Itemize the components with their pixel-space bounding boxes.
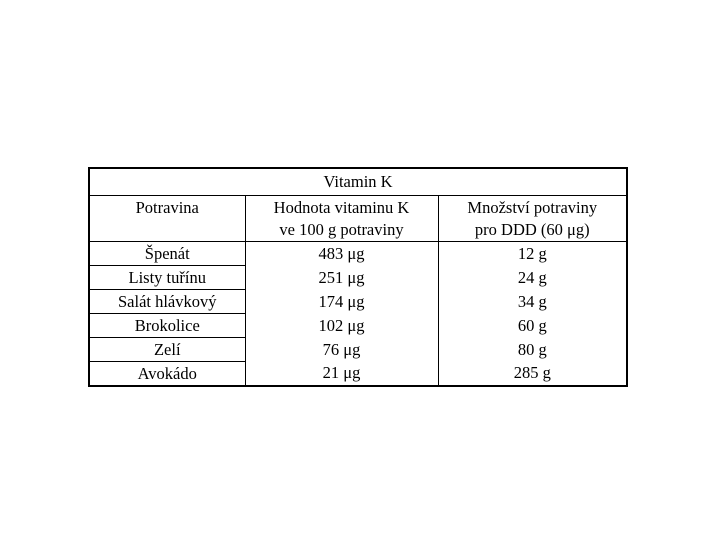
table-row [89,290,627,314]
cell-amount: 12 g [517,243,547,263]
header-food: Potravina [89,196,245,242]
header-amount-line1: Množství potraviny [467,198,598,217]
cell-amount: 285 g [513,363,551,383]
table-header-row [89,196,627,242]
table-row [89,314,627,338]
cell-amount: 80 g [517,339,547,359]
cell-amount: 34 g [517,291,547,311]
header-vitamin-value [245,196,438,242]
cell-vitamin-value: 102 μg [245,314,438,338]
table-row [89,242,627,266]
cell-food: Avokádo [89,362,245,387]
table-row [89,266,627,290]
cell-amount: 60 g [517,315,547,335]
table-row [89,362,627,387]
vitamin-k-table [88,167,628,387]
cell-food: Listy tuřínu [89,266,245,290]
cell-vitamin-value: 76 μg [245,338,438,362]
table-title: Vitamin K [89,168,627,196]
header-amount-line2: pro DDD (60 μg) [474,220,590,239]
cell-vitamin-value: 483 μg [245,242,438,266]
table-row [89,338,627,362]
cell-food: Špenát [89,242,245,266]
table-title-row [89,168,627,196]
cell-food: Salát hlávkový [89,290,245,314]
header-vitamin-value-line2: ve 100 g potraviny [279,220,404,239]
cell-food: Brokolice [89,314,245,338]
cell-vitamin-value: 21 μg [245,362,438,387]
cell-vitamin-value: 174 μg [245,290,438,314]
cell-food: Zelí [89,338,245,362]
header-vitamin-value-line1: Hodnota vitaminu K [273,198,410,217]
cell-amount: 24 g [517,267,547,287]
header-amount-for-rdi [438,196,627,242]
cell-vitamin-value: 251 μg [245,266,438,290]
